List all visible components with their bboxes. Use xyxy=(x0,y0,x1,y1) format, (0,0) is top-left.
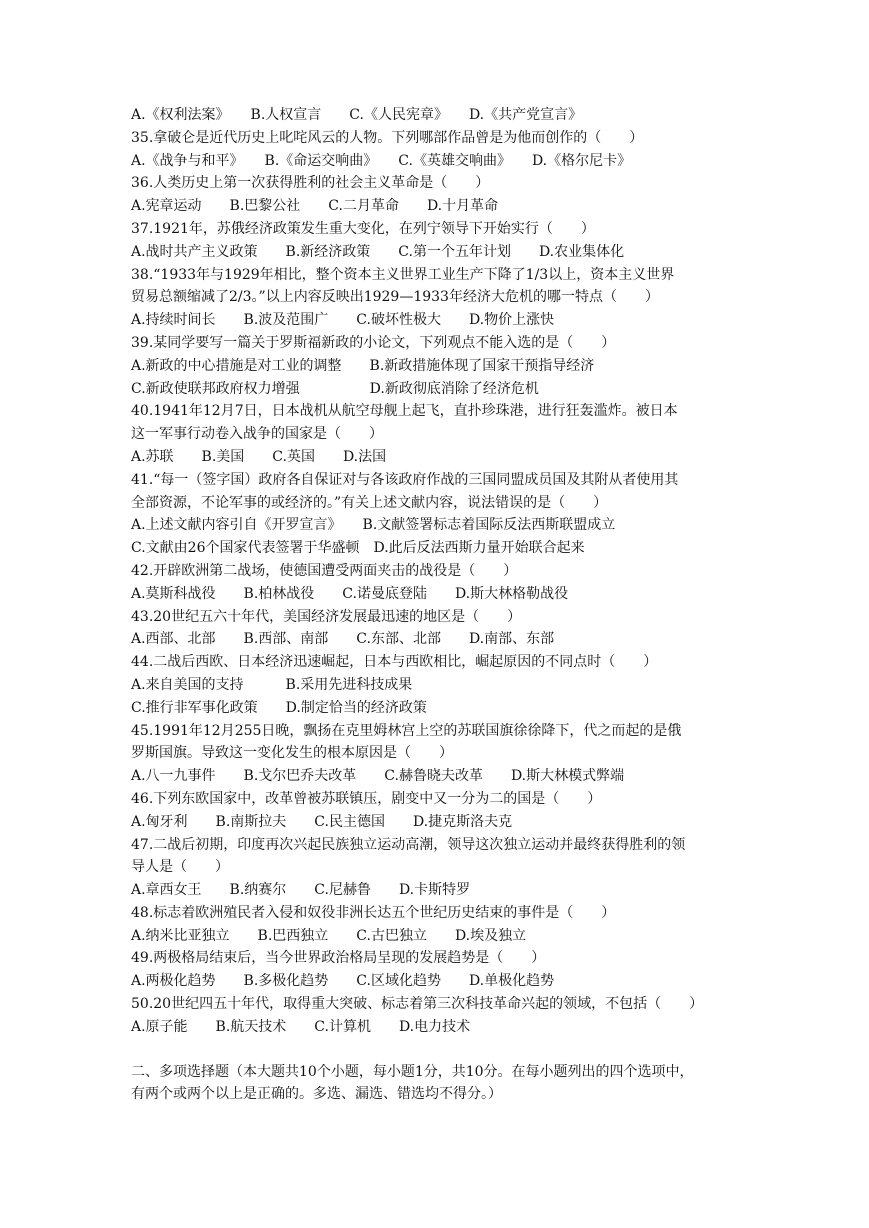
q42-options: A.莫斯科战役 B.柏林战役 C.诺曼底登陆 D.斯大林格勒战役 xyxy=(131,585,569,602)
q41-options-ab: A.上述文献内容引自《开罗宣言》 B.文献签署标志着国际反法西斯联盟成立 xyxy=(131,517,616,534)
q36-options: A.宪章运动 B.巴黎公社 C.二月革命 D.十月革命 xyxy=(131,198,499,215)
section2-heading-line2: 有两个或两个以上是正确的。多选、漏选、错选均不得分。） xyxy=(131,1086,502,1103)
q41-options-cd: C.文献由26个国家代表签署于华盛顿 D.此后反法西斯力量开始联合起来 xyxy=(131,540,585,557)
q44-options-cd: C.推行非军事化政策 D.制定恰当的经济政策 xyxy=(131,699,427,716)
q46-options: A.匈牙利 B.南斯拉夫 C.民主德国 D.捷克斯洛夫克 xyxy=(131,813,513,830)
q38-options: A.持续时间长 B.波及范围广 C.破坏性极大 D.物价上涨快 xyxy=(131,312,555,329)
q41-stem-line2: 全部资源，不论军事的或经济的。”有关上述文献内容，说法错误的是（ ） xyxy=(131,494,608,511)
q40-options: A.苏联 B.美国 C.英国 D.法国 xyxy=(131,448,387,465)
q47-options: A.章西女王 B.纳赛尔 C.尼赫鲁 D.卡斯特罗 xyxy=(131,882,471,899)
q41-stem-line1: 41.“每一（签字国）政府各自保证对与各该政府作战的三国同盟成员国及其附从者使用其 xyxy=(131,471,679,488)
q43-options: A.西部、北部 B.西部、南部 C.东部、北部 D.南部、东部 xyxy=(131,631,555,648)
q50-stem: 50.20世纪四五十年代，取得重大突破、标志着第三次科技革命兴起的领域，不包括（ ） xyxy=(131,996,704,1013)
q35-stem: 35.拿破仑是近代历史上叱咤风云的人物。下列哪部作品曾是为他而创作的（ ） xyxy=(131,129,644,146)
q49-options: A.两极化趋势 B.多极化趋势 C.区域化趋势 D.单极化趋势 xyxy=(131,973,555,990)
q47-stem-line1: 47.二战后初期，印度再次兴起民族独立运动高潮，领导这次独立运动并最终获得胜利的领 xyxy=(131,836,686,853)
q40-stem-line1: 40.1941年12月7日，日本战机从航空母舰上起飞，直扑珍珠港，进行狂轰滥炸。被日本 xyxy=(131,403,678,420)
q48-stem: 48.标志着欧洲殖民者入侵和奴役非洲长达五个世纪历史结束的事件是（ ） xyxy=(131,904,616,921)
q39-options-ab: A.新政的中心措施是对工业的调整 B.新政措施体现了国家干预指导经济 xyxy=(131,357,595,374)
q45-options: A.八一九事件 B.戈尔巴乔夫改革 C.赫鲁晓夫改革 D.斯大林模式弊端 xyxy=(131,768,625,785)
q39-options-cd: C.新政使联邦政府权力增强 D.新政彻底消除了经济危机 xyxy=(131,380,539,397)
q39-stem: 39.某同学要写一篇关于罗斯福新政的小论文，下列观点不能入选的是（ ） xyxy=(131,334,616,351)
q38-stem-line1: 38.“1933年与1929年相比，整个资本主义世界工业生产下降了1/3以上，资本主义世界 xyxy=(131,266,675,283)
q44-stem: 44.二战后西欧、日本经济迅速崛起，日本与西欧相比，崛起原因的不同点时（ ） xyxy=(131,654,658,671)
q48-options: A.纳米比亚独立 B.巴西独立 C.古巴独立 D.埃及独立 xyxy=(131,927,527,944)
q46-stem: 46.下列东欧国家中，改革曾被苏联镇压，剧变中又一分为二的国是（ ） xyxy=(131,790,602,807)
q37-options: A.战时共产主义政策 B.新经济政策 C.第一个五年计划 D.农业集体化 xyxy=(131,243,625,260)
q42-stem: 42.开辟欧洲第二战场，使德国遭受两面夹击的战役是（ ） xyxy=(131,562,518,579)
q38-stem-line2: 贸易总额缩减了2/3。”以上内容反映出1929—1933年经济大危机的哪一特点（ ） xyxy=(131,289,659,306)
section-spacer xyxy=(131,1039,741,1061)
q49-stem: 49.两极格局结束后，当今世界政治格局呈现的发展趋势是（ ） xyxy=(131,950,546,967)
q45-stem-line2: 罗斯国旗。导致这一变化发生的根本原因是（ ） xyxy=(131,745,453,762)
q34-options: A.《权利法案》 B.人权宣言 C.《人民宪章》 D.《共产党宣言》 xyxy=(131,107,583,123)
q36-stem: 36.人类历史上第一次获得胜利的社会主义革命是（ ） xyxy=(131,175,490,192)
q35-options: A.《战争与和平》 B.《命运交响曲》 C.《英雄交响曲》 D.《格尔尼卡》 xyxy=(131,152,632,169)
q37-stem: 37.1921年，苏俄经济政策发生重大变化，在列宁领导下开始实行（ ） xyxy=(131,220,595,237)
q44-options-ab: A.来自美国的支持 B.采用先进科技成果 xyxy=(131,676,413,693)
exam-page xyxy=(131,104,741,1106)
q47-stem-line2: 导人是（ ） xyxy=(131,859,229,876)
section2-heading-line1: 二、多项选择题（本大题共10个小题，每小题1分，共10分。在每小题列出的四个选项中， xyxy=(131,1063,694,1080)
q50-options: A.原子能 B.航天技术 C.计算机 D.电力技术 xyxy=(131,1018,471,1035)
q43-stem: 43.20世纪五六十年代，美国经济发展最迅速的地区是（ ） xyxy=(131,608,522,625)
q40-stem-line2: 这一军事行动卷入战争的国家是（ ） xyxy=(131,426,383,443)
q45-stem-line1: 45.1991年12月255日晚，飘扬在克里姆林宫上空的苏联国旗徐徐降下，代之而起的是俄 xyxy=(131,722,682,739)
